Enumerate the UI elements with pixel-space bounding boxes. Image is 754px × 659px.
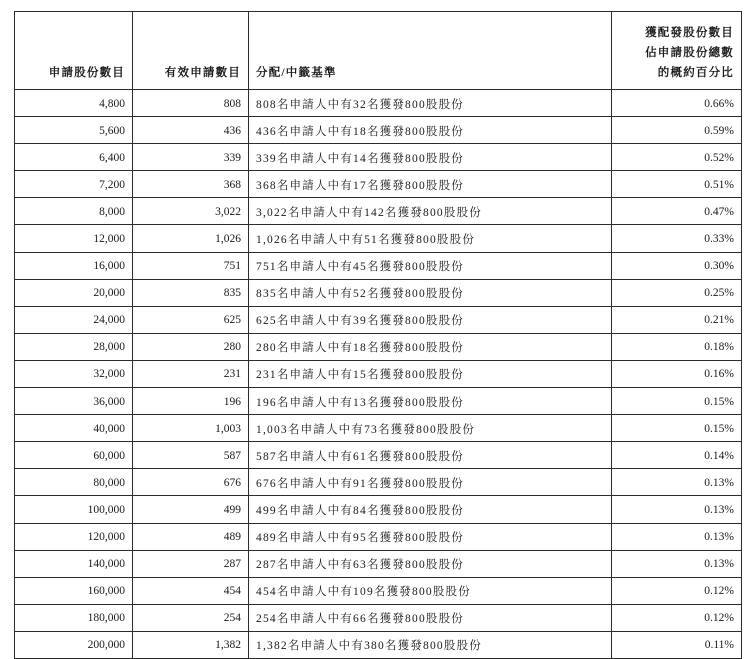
cell-shares-applied: 140,000 xyxy=(15,550,133,577)
cell-allocation-basis: 287名申請人中有63名獲發800股股份 xyxy=(249,550,612,577)
header-allocation-basis: 分配/中籤基準 xyxy=(249,12,612,90)
cell-shares-applied: 16,000 xyxy=(15,252,133,279)
cell-shares-applied: 60,000 xyxy=(15,442,133,469)
cell-approx-percentage: 0.13% xyxy=(612,550,742,577)
cell-valid-applications: 808 xyxy=(133,90,249,117)
cell-valid-applications: 1,003 xyxy=(133,415,249,442)
cell-approx-percentage: 0.66% xyxy=(612,90,742,117)
cell-approx-percentage: 0.21% xyxy=(612,306,742,333)
cell-shares-applied: 4,800 xyxy=(15,90,133,117)
cell-approx-percentage: 0.33% xyxy=(612,225,742,252)
cell-valid-applications: 231 xyxy=(133,360,249,387)
table-row xyxy=(15,360,742,387)
cell-approx-percentage: 0.13% xyxy=(612,469,742,496)
table-row xyxy=(15,198,742,225)
cell-shares-applied: 28,000 xyxy=(15,333,133,360)
cell-shares-applied: 12,000 xyxy=(15,225,133,252)
allocation-table xyxy=(14,11,742,659)
cell-allocation-basis: 1,382名申請人中有380名獲發800股股份 xyxy=(249,631,612,658)
cell-allocation-basis: 499名申請人中有84名獲發800股股份 xyxy=(249,496,612,523)
table-row xyxy=(15,388,742,415)
table-row xyxy=(15,523,742,550)
cell-approx-percentage: 0.15% xyxy=(612,415,742,442)
cell-allocation-basis: 1,026名申請人中有51名獲發800股股份 xyxy=(249,225,612,252)
table-row xyxy=(15,333,742,360)
cell-shares-applied: 160,000 xyxy=(15,577,133,604)
header-valid-applications: 有效申請數目 xyxy=(133,12,249,90)
cell-allocation-basis: 3,022名申請人中有142名獲發800股股份 xyxy=(249,198,612,225)
table-row xyxy=(15,442,742,469)
cell-allocation-basis: 835名申請人中有52名獲發800股股份 xyxy=(249,279,612,306)
table-body xyxy=(15,90,742,659)
cell-allocation-basis: 625名申請人中有39名獲發800股股份 xyxy=(249,306,612,333)
table-row xyxy=(15,496,742,523)
cell-approx-percentage: 0.13% xyxy=(612,523,742,550)
cell-shares-applied: 120,000 xyxy=(15,523,133,550)
table-row xyxy=(15,604,742,631)
cell-valid-applications: 368 xyxy=(133,171,249,198)
cell-valid-applications: 676 xyxy=(133,469,249,496)
table-row xyxy=(15,279,742,306)
cell-valid-applications: 454 xyxy=(133,577,249,604)
table-row xyxy=(15,415,742,442)
table-row xyxy=(15,252,742,279)
cell-approx-percentage: 0.16% xyxy=(612,360,742,387)
cell-approx-percentage: 0.15% xyxy=(612,388,742,415)
cell-valid-applications: 3,022 xyxy=(133,198,249,225)
cell-approx-percentage: 0.25% xyxy=(612,279,742,306)
cell-shares-applied: 180,000 xyxy=(15,604,133,631)
header-percentage-line3: 的概約百分比 xyxy=(657,67,734,79)
cell-approx-percentage: 0.12% xyxy=(612,577,742,604)
cell-allocation-basis: 751名申請人中有45名獲發800股股份 xyxy=(249,252,612,279)
cell-valid-applications: 1,026 xyxy=(133,225,249,252)
cell-valid-applications: 339 xyxy=(133,144,249,171)
cell-allocation-basis: 339名申請人中有14名獲發800股股份 xyxy=(249,144,612,171)
cell-allocation-basis: 231名申請人中有15名獲發800股股份 xyxy=(249,360,612,387)
cell-shares-applied: 80,000 xyxy=(15,469,133,496)
table-row xyxy=(15,144,742,171)
cell-shares-applied: 7,200 xyxy=(15,171,133,198)
cell-valid-applications: 489 xyxy=(133,523,249,550)
header-percentage-line1: 獲配發股份數目 xyxy=(645,27,734,39)
cell-valid-applications: 1,382 xyxy=(133,631,249,658)
cell-approx-percentage: 0.12% xyxy=(612,604,742,631)
cell-allocation-basis: 254名申請人中有66名獲發800股股份 xyxy=(249,604,612,631)
cell-valid-applications: 499 xyxy=(133,496,249,523)
cell-shares-applied: 5,600 xyxy=(15,117,133,144)
cell-shares-applied: 8,000 xyxy=(15,198,133,225)
cell-allocation-basis: 196名申請人中有13名獲發800股股份 xyxy=(249,388,612,415)
cell-shares-applied: 20,000 xyxy=(15,279,133,306)
cell-allocation-basis: 368名申請人中有17名獲發800股股份 xyxy=(249,171,612,198)
table-row xyxy=(15,225,742,252)
header-shares-applied: 申請股份數目 xyxy=(15,12,133,90)
cell-approx-percentage: 0.13% xyxy=(612,496,742,523)
cell-allocation-basis: 436名申請人中有18名獲發800股股份 xyxy=(249,117,612,144)
cell-shares-applied: 40,000 xyxy=(15,415,133,442)
table-row xyxy=(15,469,742,496)
cell-approx-percentage: 0.47% xyxy=(612,198,742,225)
table-row xyxy=(15,117,742,144)
cell-shares-applied: 32,000 xyxy=(15,360,133,387)
cell-approx-percentage: 0.14% xyxy=(612,442,742,469)
table-row xyxy=(15,306,742,333)
table-row xyxy=(15,171,742,198)
cell-shares-applied: 100,000 xyxy=(15,496,133,523)
cell-valid-applications: 196 xyxy=(133,388,249,415)
header-percentage-line2: 佔申請股份總數 xyxy=(645,47,734,59)
header-approx-percentage xyxy=(612,12,742,90)
cell-shares-applied: 6,400 xyxy=(15,144,133,171)
table-row xyxy=(15,550,742,577)
header-row xyxy=(15,12,742,90)
cell-allocation-basis: 1,003名申請人中有73名獲發800股股份 xyxy=(249,415,612,442)
cell-shares-applied: 24,000 xyxy=(15,306,133,333)
cell-approx-percentage: 0.51% xyxy=(612,171,742,198)
cell-valid-applications: 280 xyxy=(133,333,249,360)
cell-valid-applications: 625 xyxy=(133,306,249,333)
cell-allocation-basis: 587名申請人中有61名獲發800股股份 xyxy=(249,442,612,469)
cell-allocation-basis: 489名申請人中有95名獲發800股股份 xyxy=(249,523,612,550)
cell-valid-applications: 254 xyxy=(133,604,249,631)
cell-allocation-basis: 808名申請人中有32名獲發800股股份 xyxy=(249,90,612,117)
allocation-table-container xyxy=(14,11,741,659)
cell-valid-applications: 287 xyxy=(133,550,249,577)
cell-approx-percentage: 0.11% xyxy=(612,631,742,658)
table-header xyxy=(15,12,742,90)
cell-allocation-basis: 280名申請人中有18名獲發800股股份 xyxy=(249,333,612,360)
cell-allocation-basis: 676名申請人中有91名獲發800股股份 xyxy=(249,469,612,496)
cell-shares-applied: 200,000 xyxy=(15,631,133,658)
cell-valid-applications: 751 xyxy=(133,252,249,279)
cell-valid-applications: 587 xyxy=(133,442,249,469)
table-row xyxy=(15,90,742,117)
cell-allocation-basis: 454名申請人中有109名獲發800股股份 xyxy=(249,577,612,604)
cell-approx-percentage: 0.30% xyxy=(612,252,742,279)
cell-shares-applied: 36,000 xyxy=(15,388,133,415)
cell-approx-percentage: 0.18% xyxy=(612,333,742,360)
cell-approx-percentage: 0.59% xyxy=(612,117,742,144)
cell-approx-percentage: 0.52% xyxy=(612,144,742,171)
table-row xyxy=(15,631,742,658)
cell-valid-applications: 835 xyxy=(133,279,249,306)
cell-valid-applications: 436 xyxy=(133,117,249,144)
table-row xyxy=(15,577,742,604)
